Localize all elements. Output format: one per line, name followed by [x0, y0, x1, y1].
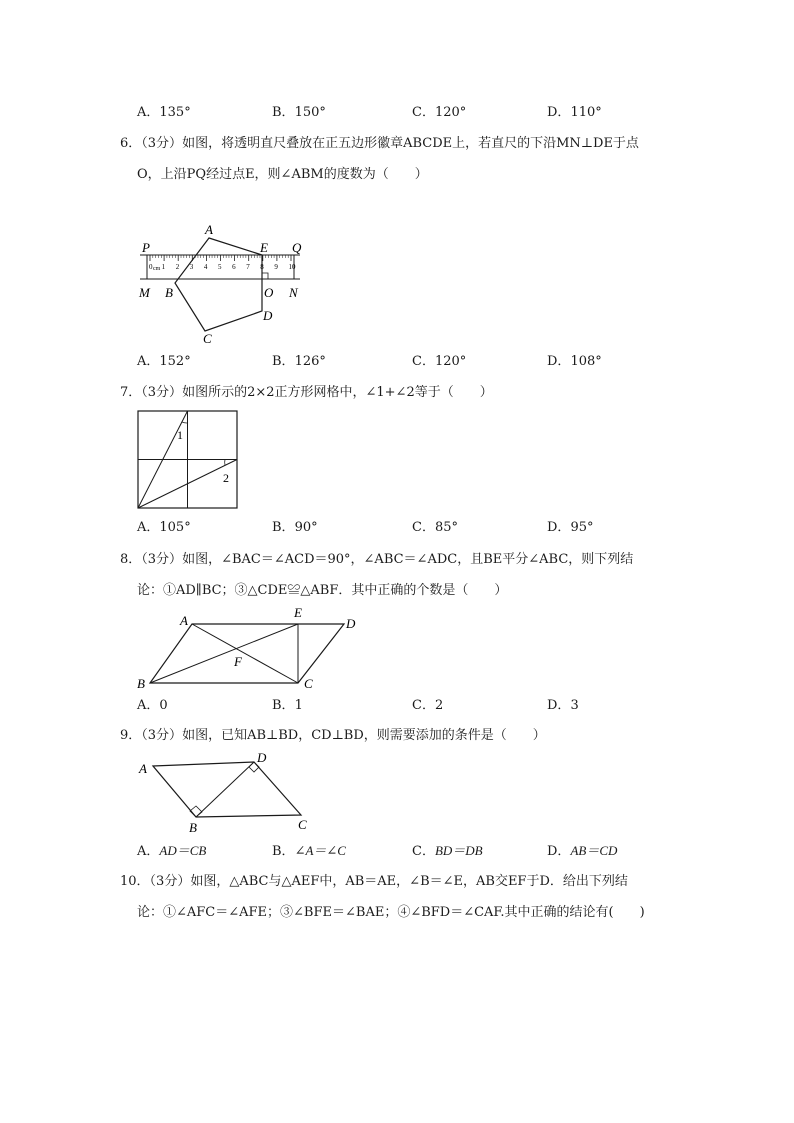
option-text: 108°: [570, 354, 602, 369]
question-score: （3分）: [141, 136, 183, 151]
label-e: E: [294, 605, 302, 620]
ruler-tick-label: 4: [203, 263, 208, 271]
option-text: 95°: [570, 520, 594, 535]
label-f: F: [234, 654, 242, 669]
label-e: E: [260, 240, 268, 255]
option-text: AB＝CD: [570, 843, 618, 858]
option-text: 105°: [159, 520, 191, 535]
option-text: 135°: [159, 105, 191, 120]
ruler-tick-label: 3: [189, 263, 194, 271]
quadrilateral-abcd: [153, 762, 301, 817]
option-text: 110°: [570, 105, 602, 120]
q9-option-a[interactable]: [137, 842, 206, 861]
option-text: ∠A＝∠C: [294, 843, 346, 858]
question-score: （3分）: [141, 385, 183, 400]
option-letter: A．: [137, 844, 160, 859]
option-text: 150°: [294, 105, 326, 120]
angle-label-2: 2: [223, 471, 229, 485]
label-n: N: [289, 285, 298, 300]
ruler-tick-label: 9: [274, 263, 278, 271]
question-number: 10．: [120, 874, 150, 889]
ruler-tick-label: 0: [149, 263, 153, 271]
question-text: O，上沿PQ经过点E，则∠ABM的度数为（ ）: [137, 167, 428, 182]
q10-stem-line1: [120, 873, 628, 891]
question-text: 如图，△ABC与△AEF中，AB＝AE，∠B＝∠E，AB交EF于D．给出下列结: [190, 874, 628, 889]
label-b: B: [137, 676, 145, 691]
label-c: C: [203, 331, 212, 346]
option-text: 1: [294, 698, 303, 713]
option-text: 152°: [159, 354, 191, 369]
option-letter: C．: [412, 698, 435, 713]
question-score: （3分）: [141, 552, 183, 567]
option-letter: B．: [272, 698, 295, 713]
question-score: （3分）: [141, 728, 183, 743]
option-letter: D．: [547, 698, 571, 713]
option-letter: B．: [272, 844, 295, 859]
angle-label-1: 1: [177, 428, 183, 442]
segment-bd: [196, 762, 254, 817]
option-letter: B．: [272, 105, 295, 120]
label-b: B: [189, 820, 197, 835]
option-letter: C．: [412, 354, 435, 369]
ruler-tick-label: 1: [161, 263, 166, 271]
ruler-tick-label: 7: [246, 263, 250, 271]
label-a: A: [180, 613, 188, 628]
option-letter: A．: [137, 698, 160, 713]
option-letter: C．: [412, 520, 435, 535]
q10-stem-line2: [137, 904, 645, 922]
option-text: 126°: [294, 354, 326, 369]
label-a: A: [139, 761, 147, 776]
question-score: （3分）: [149, 874, 191, 889]
question-number: 9．: [120, 728, 142, 743]
option-text: BD＝DB: [434, 843, 483, 858]
option-letter: C．: [412, 105, 435, 120]
q9-option-c[interactable]: [412, 842, 483, 861]
option-text: 2: [434, 698, 444, 713]
option-text: AD＝CB: [159, 843, 207, 858]
label-a: A: [205, 222, 213, 237]
label-q: Q: [292, 240, 302, 255]
ruler-tick-label: 2: [175, 263, 180, 271]
ruler-tick-label: 6: [232, 263, 236, 271]
option-letter: A．: [137, 520, 160, 535]
option-letter: D．: [547, 520, 571, 535]
q9-option-d[interactable]: [547, 842, 617, 861]
option-text: 0: [159, 698, 168, 713]
label-b: B: [165, 285, 173, 300]
option-text: 120°: [434, 105, 467, 120]
option-letter: B．: [272, 520, 295, 535]
label-d: D: [263, 308, 273, 323]
question-text: 如图，∠BAC＝∠ACD＝90°，∠ABC＝∠ADC，且BE平分∠ABC，则下列结: [182, 552, 634, 567]
label-m: M: [139, 285, 150, 300]
option-letter: A．: [137, 354, 160, 369]
question-number: 7．: [120, 385, 142, 400]
question-text: 论：①∠AFC＝∠AFE；③∠BFE＝∠BAE；④∠BFD＝∠CAF.其中正确的结论有( ): [137, 905, 645, 920]
question-text: 如图，已知AB⊥BD，CD⊥BD，则需要添加的条件是（ ）: [182, 728, 546, 743]
label-c: C: [298, 817, 307, 832]
question-text: 如图所示的2×2正方形网格中，∠1+∠2等于（ ）: [182, 385, 493, 400]
option-text: 120°: [434, 354, 467, 369]
option-letter: D．: [547, 354, 571, 369]
label-o: O: [264, 285, 274, 300]
option-text: 85°: [434, 520, 458, 535]
ruler-tick-label: 8: [260, 263, 264, 271]
ruler-tick-label: 10: [288, 263, 296, 271]
option-letter: D．: [547, 844, 571, 859]
question-number: 6．: [120, 136, 142, 151]
option-letter: C．: [412, 844, 435, 859]
ruler-tick-label: 5: [218, 263, 222, 271]
label-c: C: [304, 676, 313, 691]
label-d: D: [346, 616, 356, 631]
option-letter: B．: [272, 354, 295, 369]
option-letter: A．: [137, 105, 160, 120]
option-text: 90°: [294, 520, 318, 535]
q9-option-b[interactable]: [272, 842, 346, 861]
question-text: 如图，将透明直尺叠放在正五边形徽章ABCDE上，若直尺的下沿MN⊥DE于点: [182, 136, 639, 151]
option-letter: D．: [547, 105, 571, 120]
question-text: 论：①AD∥BC；③△CDE≌△ABF．其中正确的个数是（ ）: [137, 583, 508, 598]
label-d: D: [257, 750, 267, 765]
ruler-unit-label: cm: [153, 266, 161, 272]
label-p: P: [142, 240, 150, 255]
question-number: 8．: [120, 552, 142, 567]
option-text: 3: [570, 698, 579, 713]
